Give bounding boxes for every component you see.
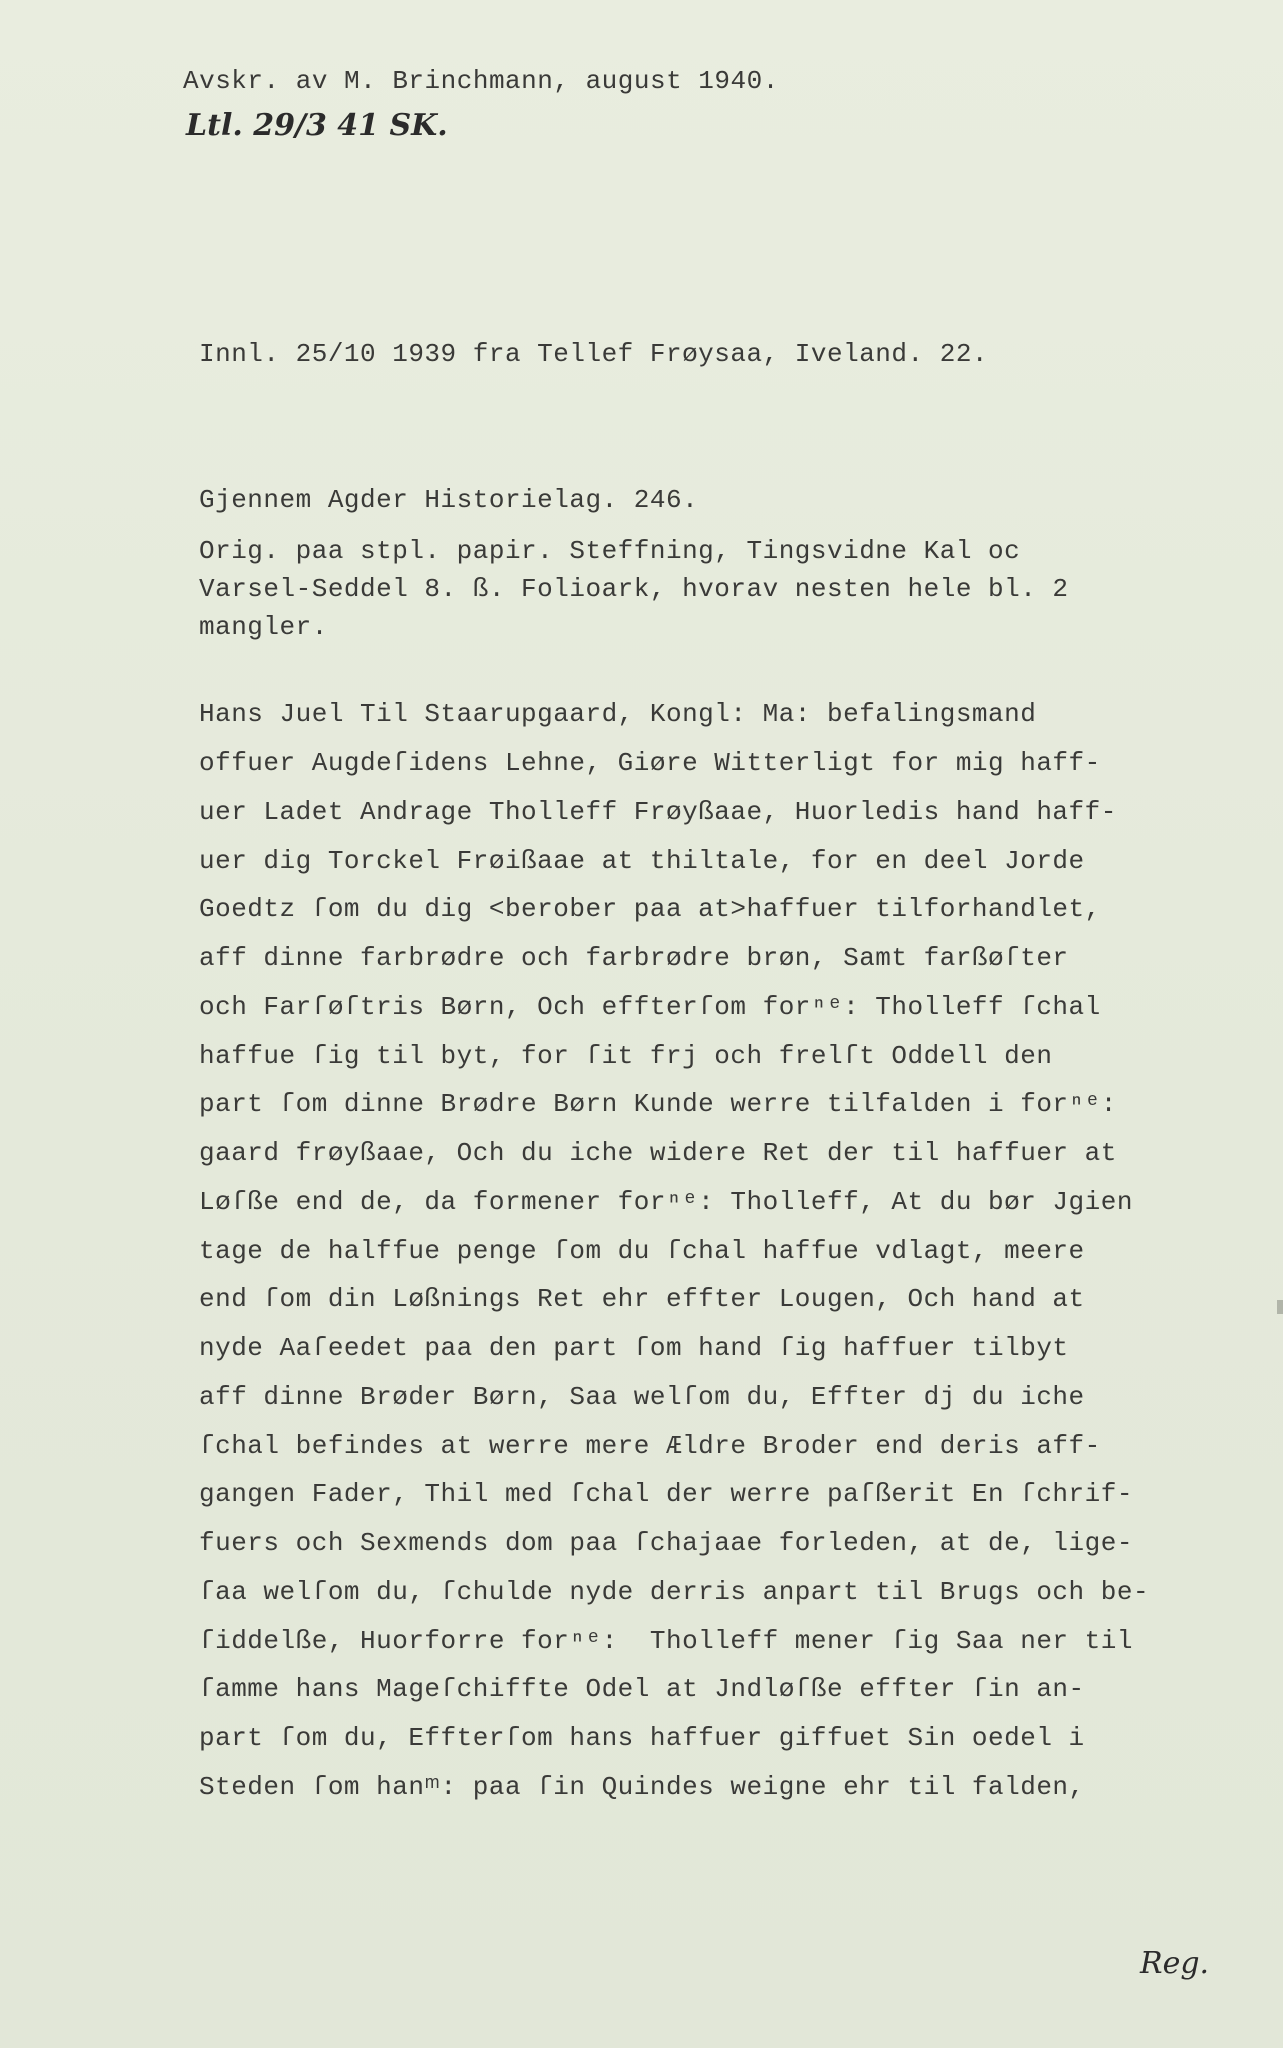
body-line-1: Hans Juel Til Staarupgaard, Kongl: Ma: befalingsmand — [199, 699, 1037, 729]
body-line-8: haffue ſig til byt, for ſit frj och frelſt Oddell den — [199, 1041, 1053, 1071]
handwritten-reg-mark: Reg. — [1140, 1946, 1210, 1981]
body-line-10: gaard frøyßaae, Och du iche widere Ret der til haffuer at — [199, 1138, 1117, 1168]
body-line-9: part ſom dinne Brødre Børn Kunde werre tilfalden i forⁿᵉ: — [199, 1089, 1117, 1119]
body-line-3: uer Ladet Andrage Tholleff Frøyßaae, Huorledis hand haff- — [199, 797, 1117, 827]
registration-line-2: Gjennem Agder Historielag. 246. — [199, 485, 699, 515]
body-line-7: och Farſøſtris Børn, Och effterſom forⁿᵉ: Tholleff ſchal — [199, 992, 1101, 1022]
body-line-13: end ſom din Løßnings Ret ehr effter Lougen, Och hand at — [199, 1284, 1085, 1314]
body-line-14: nyde Aaſeedet paa den part ſom hand ſig haffuer tilbyt — [199, 1333, 1069, 1363]
description-line-3: mangler. — [199, 612, 328, 642]
transcription-note: Avskr. av M. Brinchmann, august 1940. — [183, 66, 779, 96]
body-line-6: aff dinne farbrødre och farbrødre brøn, Samt farßøſter — [199, 943, 1069, 973]
body-line-20: ſiddelße, Huorforre forⁿᵉ: Tholleff mener ſig Saa ner til — [199, 1626, 1133, 1656]
description-line-1: Orig. paa stpl. papir. Steffning, Tingsvidne Kal oc — [199, 536, 1021, 566]
body-line-17: gangen Fader, Thil med ſchal der werre paſßerit En ſchrif- — [199, 1479, 1133, 1509]
handwritten-note: Ltl. 29/3 41 SK. — [186, 108, 448, 143]
body-line-22: part ſom du, Effterſom hans haffuer giffuet Sin oedel i — [199, 1723, 1085, 1753]
body-line-21: ſamme hans Mageſchiffte Odel at Jndløſße effter ſin an- — [199, 1674, 1085, 1704]
body-line-16: ſchal befindes at werre mere Ældre Broder end deris aff- — [199, 1431, 1101, 1461]
body-line-19: ſaa welſom du, ſchulde nyde derris anpart til Brugs och be- — [199, 1577, 1150, 1607]
registration-line-1: Innl. 25/10 1939 fra Tellef Frøysaa, Iveland. 22. — [199, 339, 989, 369]
page-edge-mark — [1277, 1300, 1283, 1314]
body-line-15: aff dinne Brøder Børn, Saa welſom du, Effter dj du iche — [199, 1382, 1085, 1412]
body-line-23: Steden ſom hanᵐ: paa ſin Quindes weigne ehr til falden, — [199, 1772, 1085, 1802]
body-line-2: offuer Augdeſidens Lehne, Giøre Witterligt for mig haff- — [199, 748, 1101, 778]
body-line-12: tage de halffue penge ſom du ſchal haffue vdlagt, meere — [199, 1236, 1085, 1266]
body-line-11: Løſße end de, da formener forⁿᵉ: Tholleff, At du bør Jgien — [199, 1187, 1133, 1217]
description-line-2: Varsel-Seddel 8. ß. Folioark, hvorav nesten hele bl. 2 — [199, 574, 1069, 604]
body-line-5: Goedtz ſom du dig <berober paa at>haffuer tilforhandlet, — [199, 894, 1101, 924]
body-line-4: uer dig Torckel Frøißaae at thiltale, for en deel Jorde — [199, 846, 1085, 876]
body-line-18: fuers och Sexmends dom paa ſchajaae forleden, at de, lige- — [199, 1528, 1133, 1558]
